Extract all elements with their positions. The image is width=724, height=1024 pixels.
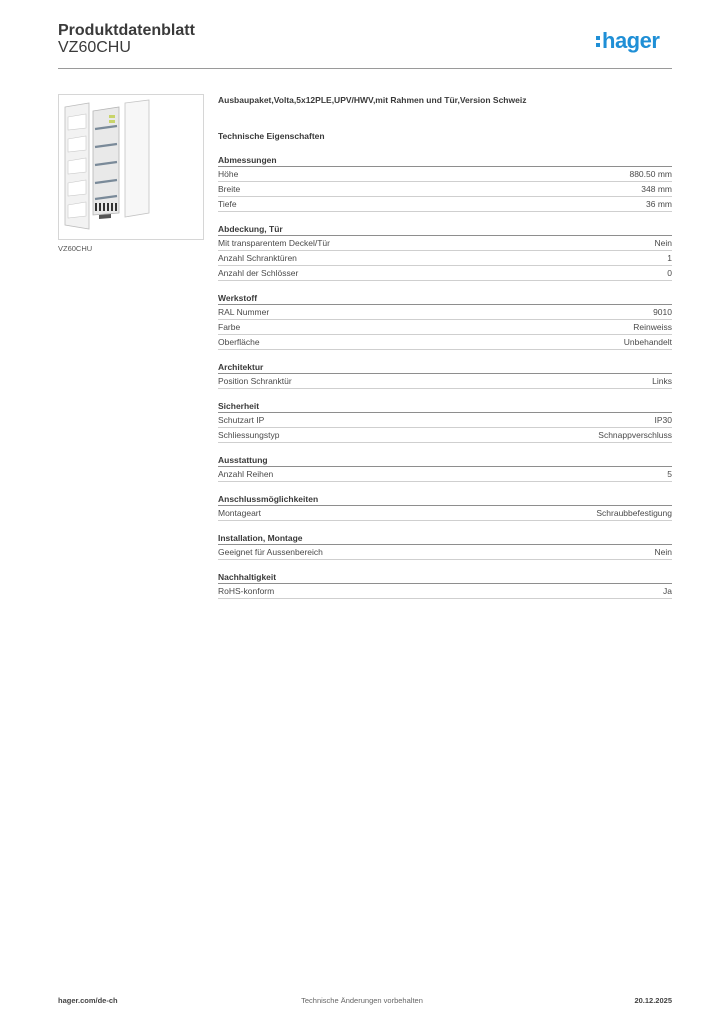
property-value: 5 [667,469,672,479]
section-title: Ausstattung [218,454,672,467]
property-row [218,506,672,521]
property-value: Links [652,376,672,386]
footer-website[interactable]: hager.com/de-ch [58,996,118,1005]
property-label: Schliessungstyp [218,430,280,440]
property-row [218,266,672,281]
property-label: Anzahl Schranktüren [218,253,297,263]
property-row [218,545,672,560]
property-value: 348 mm [641,184,672,194]
property-label: Position Schranktür [218,376,292,386]
property-label: Montageart [218,508,261,518]
property-label: Breite [218,184,241,194]
property-label: Tiefe [218,199,237,209]
hager-logo [594,26,676,56]
property-section [218,493,672,521]
property-section [218,571,672,599]
property-row [218,197,672,212]
properties-list [218,154,672,599]
section-title: Architektur [218,361,672,374]
product-image [58,94,204,240]
property-section [218,454,672,482]
property-label: Anzahl Reihen [218,469,274,479]
property-value: Nein [654,547,672,557]
page-title: Produktdatenblatt [58,22,195,39]
property-label: Mit transparentem Deckel/Tür [218,238,330,248]
property-label: Oberfläche [218,337,260,347]
property-label: RAL Nummer [218,307,270,317]
property-label: Anzahl der Schlösser [218,268,299,278]
image-caption: VZ60CHU [58,244,93,253]
header-divider [58,68,672,69]
property-section [218,361,672,389]
property-row [218,374,672,389]
property-section [218,154,672,212]
logo-text: hager [602,28,660,53]
section-title: Installation, Montage [218,532,672,545]
property-value: 36 mm [646,199,672,209]
property-row [218,167,672,182]
section-title: Werkstoff [218,292,672,305]
property-section [218,223,672,281]
property-value: 0 [667,268,672,278]
property-value: Unbehandelt [623,337,672,347]
property-row [218,467,672,482]
din-rail-icon [93,107,119,219]
property-label: Geeignet für Aussenbereich [218,547,323,557]
property-section [218,400,672,443]
section-title: Abdeckung, Tür [218,223,672,236]
property-row [218,251,672,266]
property-value: Schnappverschluss [598,430,672,440]
section-title: Sicherheit [218,400,672,413]
property-section [218,532,672,560]
property-row [218,182,672,197]
footer-disclaimer: Technische Änderungen vorbehalten [301,996,423,1005]
product-code: VZ60CHU [58,39,131,56]
property-row [218,320,672,335]
property-value: Ja [663,586,672,596]
section-title: Nachhaltigkeit [218,571,672,584]
property-label: RoHS-konform [218,586,275,596]
property-value: 880.50 mm [629,169,672,179]
cabinet-frame-icon [65,103,89,229]
product-description: Ausbaupaket,Volta,5x12PLE,UPV/HWV,mit Rahmen und Tür,Version Schweiz [218,95,527,105]
property-row [218,413,672,428]
property-label: Schutzart IP [218,415,265,425]
property-value: 9010 [653,307,672,317]
property-value: IP30 [654,415,672,425]
property-value: 1 [667,253,672,263]
cabinet-door-icon [125,100,149,217]
property-row [218,305,672,320]
property-row [218,428,672,443]
property-section [218,292,672,350]
property-value: Reinweiss [633,322,672,332]
section-title: Abmessungen [218,154,672,167]
property-value: Schraubbefestigung [596,508,672,518]
section-title: Anschlussmöglichkeiten [218,493,672,506]
property-label: Farbe [218,322,241,332]
tech-properties-heading: Technische Eigenschaften [218,131,325,141]
property-value: Nein [654,238,672,248]
property-row [218,584,672,599]
property-label: Höhe [218,169,239,179]
product-details [218,93,672,599]
footer-date: 20.12.2025 [634,996,672,1005]
property-row [218,335,672,350]
property-row [218,236,672,251]
